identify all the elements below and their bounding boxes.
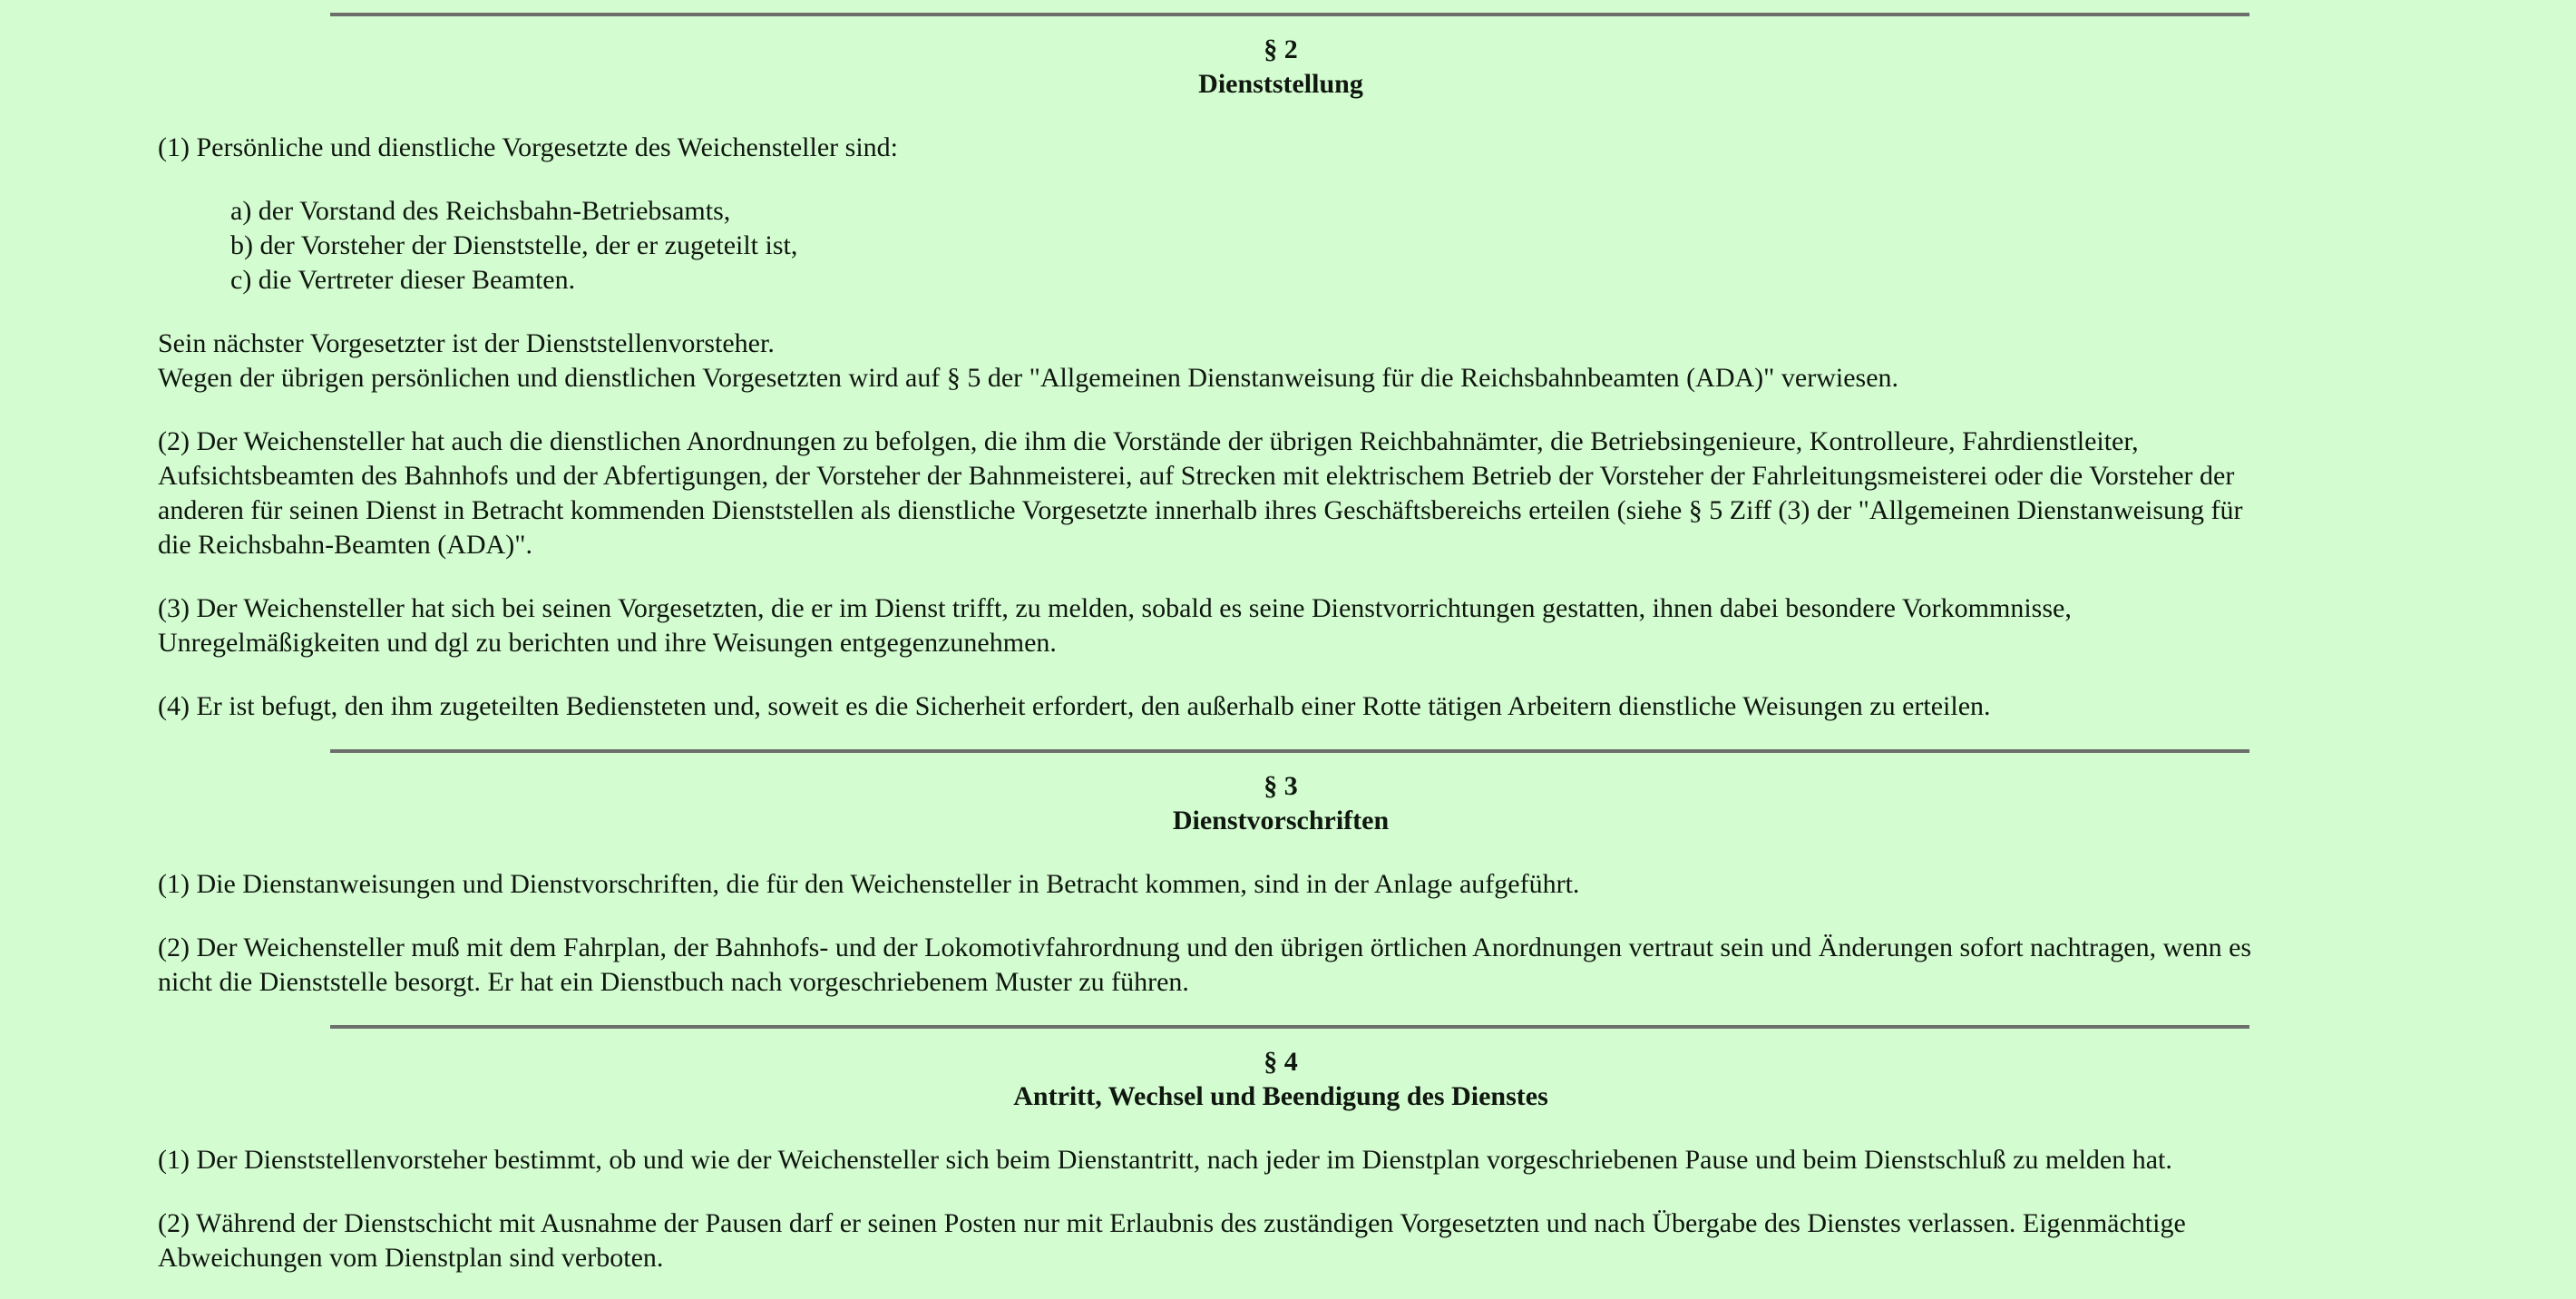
paragraph-line: Unregelmäßigkeiten und dgl zu berichten und ihre Weisungen entgegenzunehmen. [158, 628, 1057, 658]
paragraph [158, 1206, 2425, 1275]
list-item: a) der Vorstand des Reichsbahn-Betriebsamts, [230, 196, 731, 226]
paragraph-line: Abweichungen vom Dienstplan sind verboten. [158, 1243, 664, 1273]
paragraph-line: Wegen der übrigen persönlichen und dienstlichen Vorgesetzten wird auf § 5 der "Allgemeinen Dienstanweisung für die Reichsbahnbeamten (ADA)" verwiesen. [158, 363, 1899, 393]
section-divider [330, 1025, 2249, 1029]
paragraph-line: nicht die Dienststelle besorgt. Er hat ein Dienstbuch nach vorgeschriebenem Muster zu führen. [158, 967, 1189, 997]
paragraph-line: anderen für seinen Dienst in Betracht kommenden Dienststellen als dienstliche Vorgesetzte innerhalb ihres Geschäftsbereichs erteilen (siehe § 5 Ziff (3) der "Allgemeinen Dienstanweisung für [158, 495, 2243, 525]
superiors-list [230, 194, 2425, 298]
section-heading [158, 33, 2404, 102]
paragraph: (1) Persönliche und dienstliche Vorgesetzte des Weichensteller sind: [158, 132, 899, 162]
paragraph-line: (2) Der Weichensteller hat auch die dienstlichen Anordnungen zu befolgen, die ihm die Vorstände der übrigen Reichbahnämter, die Betriebsingenieure, Kontrolleure, Fahrdienstleiter, [158, 426, 2139, 456]
section-number: § 3 [1264, 771, 1298, 801]
paragraph-line: Sein nächster Vorgesetzter ist der Dienststellenvorsteher. [158, 328, 775, 358]
section-number: § 4 [1264, 1047, 1298, 1077]
paragraph [158, 327, 2425, 396]
document-content [158, 13, 2425, 1275]
section-heading [158, 769, 2404, 838]
section-title: Antritt, Wechsel und Beendigung des Dienstes [1013, 1081, 1548, 1111]
paragraph-line: die Reichsbahn-Beamten (ADA)". [158, 530, 532, 560]
paragraph-line: Aufsichtsbeamten des Bahnhofs und der Abfertigungen, der Vorsteher der Bahnmeisterei, auf Strecken mit elektrischem Betrieb der Vorsteher der Fahrleitungsmeisterei oder die Vorsteher der [158, 461, 2235, 491]
paragraph: (4) Er ist befugt, den ihm zugeteilten Bediensteten und, soweit es die Sicherheit erfordert, den außerhalb einer Rotte tätigen Arbeitern dienstliche Weisungen zu erteilen. [158, 691, 1991, 721]
paragraph [158, 591, 2425, 660]
section-title: Dienstvorschriften [1172, 806, 1390, 835]
paragraph: (1) Der Dienststellenvorsteher bestimmt, ob und wie der Weichensteller sich beim Dienstantritt, nach jeder im Dienstplan vorgeschriebenen Pause und beim Dienstschluß zu melden hat. [158, 1145, 2172, 1175]
paragraph-line: (3) Der Weichensteller hat sich bei seinen Vorgesetzten, die er im Dienst trifft, zu melden, sobald es seine Dienstvorrichtungen gestatten, ihnen dabei besondere Vorkommnisse, [158, 593, 2072, 623]
section-divider [330, 13, 2249, 16]
section-title: Dienststellung [1198, 69, 1363, 99]
section-divider [330, 749, 2249, 753]
paragraph [158, 425, 2425, 562]
paragraph-line: (2) Der Weichensteller muß mit dem Fahrplan, der Bahnhofs- und der Lokomotivfahrordnung und den übrigen örtlichen Anordnungen vertraut sein und Änderungen sofort nachtragen, wenn es [158, 933, 2252, 962]
list-item: c) die Vertreter dieser Beamten. [230, 265, 576, 295]
list-item: b) der Vorsteher der Dienststelle, der er zugeteilt ist, [230, 230, 798, 260]
paragraph-line: (2) Während der Dienstschicht mit Ausnahme der Pausen darf er seinen Posten nur mit Erlaubnis des zuständigen Vorgesetzten und nach Übergabe des Dienstes verlassen. Eigenmächtige [158, 1208, 2186, 1238]
section-heading [158, 1045, 2404, 1114]
section-number: § 2 [1264, 34, 1298, 64]
paragraph: (1) Die Dienstanweisungen und Dienstvorschriften, die für den Weichensteller in Betracht kommen, sind in der Anlage aufgeführt. [158, 869, 1580, 899]
paragraph [158, 931, 2425, 1000]
